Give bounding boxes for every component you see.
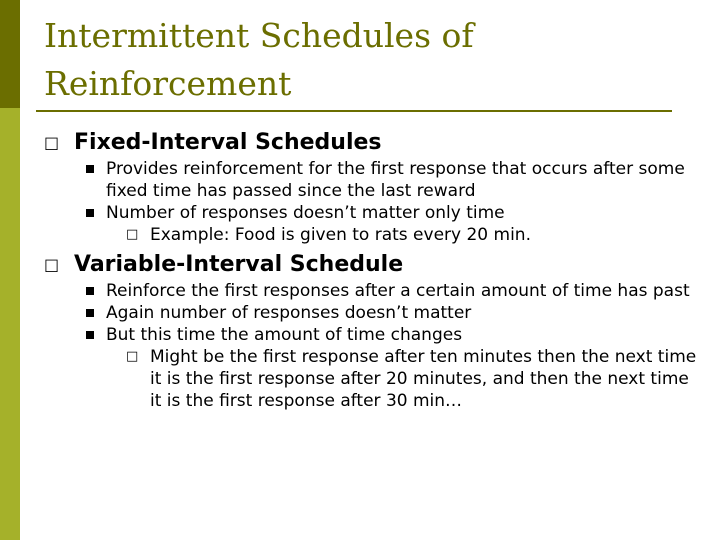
filled-square-icon <box>86 331 94 339</box>
filled-square-icon <box>86 209 94 217</box>
section-heading-fixed-interval <box>44 128 704 158</box>
slide-body <box>44 124 704 412</box>
list-item-text: Number of responses doesn’t matter only time <box>106 203 505 223</box>
filled-square-icon <box>86 165 94 173</box>
hollow-square-icon: □ <box>126 227 139 242</box>
section-heading-label: Variable-Interval Schedule <box>74 252 404 277</box>
list-item <box>86 280 704 302</box>
list-item-text: Reinforce the first responses after a certain amount of time has past <box>106 281 690 301</box>
title-divider <box>36 110 672 112</box>
hollow-square-icon: □ <box>126 349 139 364</box>
hollow-square-icon: □ <box>44 133 60 152</box>
sub-list-item <box>126 346 704 412</box>
list-item <box>86 302 704 324</box>
filled-square-icon <box>86 309 94 317</box>
list-item <box>86 158 704 202</box>
list-item <box>86 202 704 224</box>
list-item <box>86 324 704 346</box>
filled-square-icon <box>86 287 94 295</box>
list-item-text: But this time the amount of time changes <box>106 325 463 345</box>
slide-title: Intermittent Schedules of Reinforcement <box>44 16 474 103</box>
left-accent-bar-top <box>0 0 20 108</box>
sub-list-item-text: Example: Food is given to rats every 20 min. <box>150 225 531 245</box>
sub-list-item <box>126 224 704 246</box>
hollow-square-icon: □ <box>44 255 60 274</box>
sub-list-item-text: Might be the first response after ten minutes then the next time it is the first response after 20 minutes, and then the next time it is the first response after 30 min… <box>150 347 697 411</box>
section-heading-label: Fixed-Interval Schedules <box>74 130 382 155</box>
section-heading-variable-interval <box>44 250 704 280</box>
list-item-text: Again number of responses doesn’t matter <box>106 303 472 323</box>
list-item-text: Provides reinforcement for the first response that occurs after some fixed time has passed since the last reward <box>106 159 685 201</box>
